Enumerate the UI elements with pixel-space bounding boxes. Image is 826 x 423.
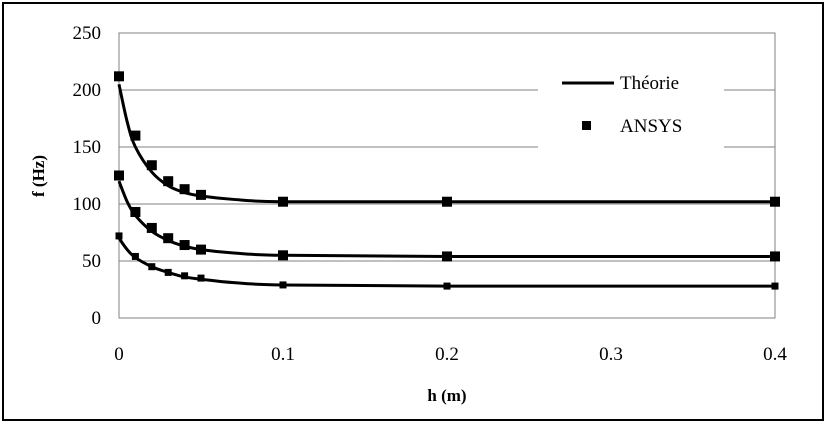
y-tick-labels — [73, 23, 102, 329]
ansys-marker — [770, 197, 780, 207]
x-tick-label: 0.1 — [271, 344, 295, 365]
ansys-marker — [280, 281, 287, 288]
ansys-marker — [148, 263, 155, 270]
y-axis-title: f (Hz) — [29, 154, 48, 198]
x-tick-label: 0 — [114, 344, 124, 365]
ansys-marker — [147, 160, 157, 170]
ansys-marker — [163, 233, 173, 243]
ansys-marker — [770, 251, 780, 261]
x-tick-label: 0.2 — [435, 344, 459, 365]
ansys-marker — [442, 251, 452, 261]
y-tick-label: 150 — [72, 137, 101, 158]
ansys-marker — [116, 232, 123, 239]
ansys-marker — [165, 269, 172, 276]
theory-line — [119, 238, 775, 286]
ansys-marker — [278, 250, 288, 260]
ansys-marker — [130, 207, 140, 217]
y-tick-label: 200 — [72, 80, 101, 101]
ansys-marker — [444, 283, 451, 290]
legend-marker-swatch — [582, 121, 591, 130]
legend — [538, 62, 724, 152]
theory-line — [119, 181, 775, 256]
ansys-marker — [196, 190, 206, 200]
y-tick-label: 250 — [72, 23, 101, 44]
ansys-marker — [772, 283, 779, 290]
series-group-2 — [114, 171, 780, 262]
ansys-marker — [180, 184, 190, 194]
ansys-marker — [147, 223, 157, 233]
legend-label-theory: Théorie — [620, 73, 680, 94]
ansys-marker — [114, 171, 124, 181]
y-tick-label: 50 — [82, 251, 101, 272]
ansys-marker — [196, 245, 206, 255]
ansys-marker — [163, 176, 173, 186]
y-tick-label: 100 — [72, 194, 101, 215]
y-tick-label: 0 — [91, 308, 101, 329]
x-axis-title: h (m) — [427, 386, 467, 405]
x-tick-label: 0.4 — [763, 344, 787, 365]
ansys-marker — [278, 197, 288, 207]
ansys-marker — [181, 272, 188, 279]
x-tick-labels — [114, 344, 787, 365]
ansys-marker — [442, 197, 452, 207]
legend-label-ansys: ANSYS — [620, 116, 683, 137]
x-tick-label: 0.3 — [599, 344, 623, 365]
ansys-marker — [130, 131, 140, 141]
ansys-marker — [198, 275, 205, 282]
ansys-marker — [132, 253, 139, 260]
ansys-marker — [114, 71, 124, 81]
ansys-marker — [180, 240, 190, 250]
